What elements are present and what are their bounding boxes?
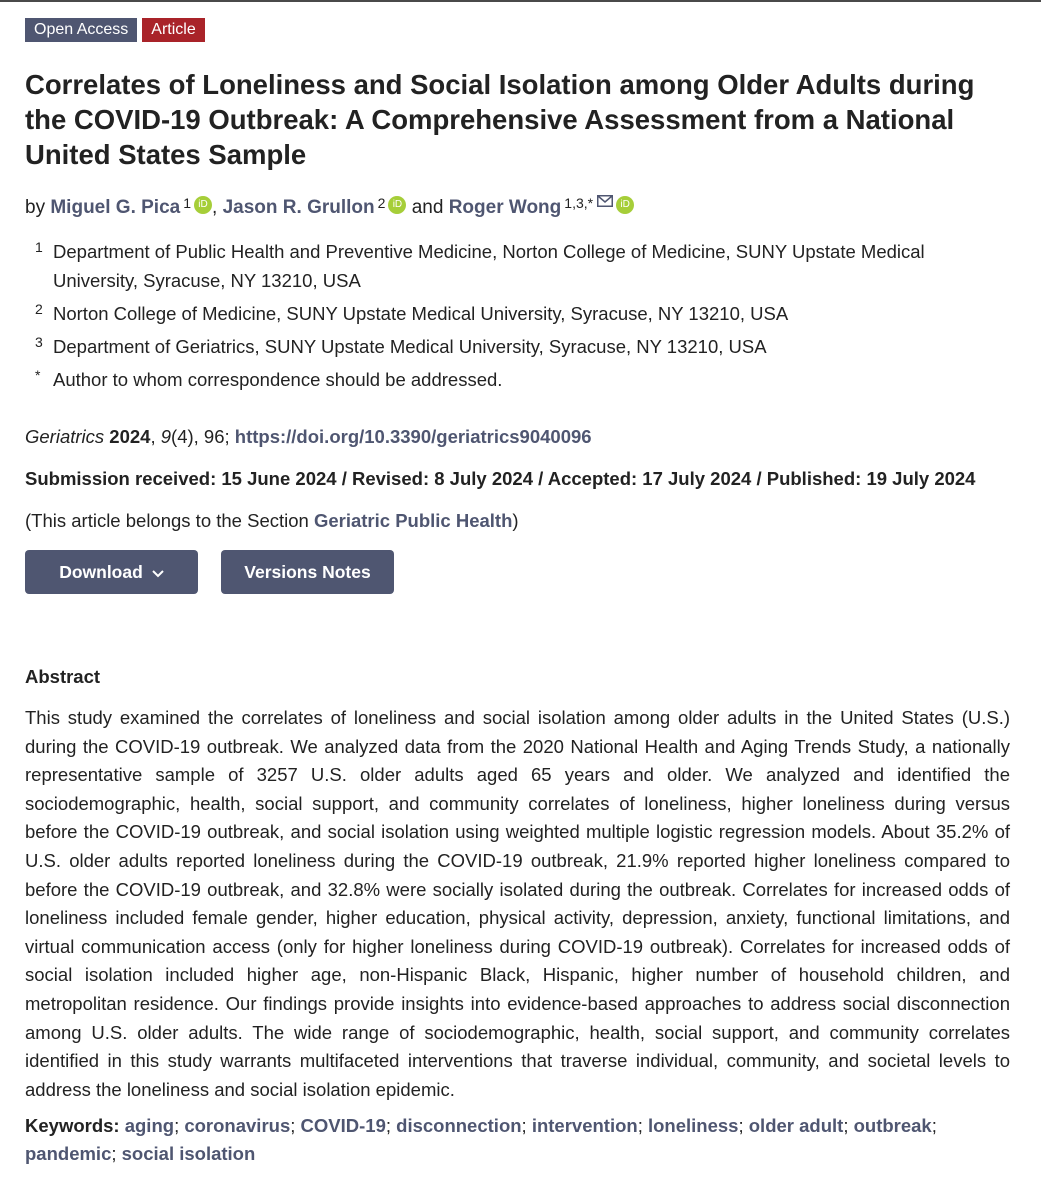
top-border [0, 0, 1041, 2]
affiliation-text: Author to whom correspondence should be addressed. [53, 369, 503, 390]
author-affil-sup: 1,3,* [564, 195, 594, 211]
keyword-separator: ; [843, 1115, 849, 1137]
keyword-separator: ; [738, 1115, 744, 1137]
affiliation-number: 2 [35, 301, 43, 317]
keyword-link[interactable]: outbreak [853, 1115, 932, 1137]
affiliation-number: 1 [35, 239, 43, 255]
and-label: and [411, 197, 444, 218]
citation-separator: , [150, 426, 161, 447]
keyword-separator: ; [111, 1143, 117, 1165]
citation-line [25, 424, 1010, 450]
abstract-text: This study examined the correlates of loneliness and social isolation among older adults in the United States (U.S.) during the COVID-19 outbreak. We analyzed data from the 2020 National Health and Aging Trends Study, a nationally representative sample of 3257 U.S. older adults aged 65 years and older. We analyzed and identified the sociodemographic, health, social support, and community correlates of loneliness, higher loneliness during versus before the COVID-19 outbreak, and social isolation using weighted multiple logistic regression models. About 35.2% of U.S. older adults reported loneliness during the COVID-19 outbreak, 21.9% reported higher loneliness compared to before the COVID-19 outbreak, and 32.8% were socially isolated during the outbreak. Correlates for increased odds of loneliness included female gender, higher education, physical activity, depression, anxiety, functional limitations, and virtual communication access (only for higher loneliness during COVID-19 outbreak). Correlates for increased odds of social isolation included higher age, non-Hispanic Black, Hispanic, higher number of household children, and metropolitan residence. Our findings provide insights into evidence-based approaches to address social disconnection among U.S. older adults. The wide range of sociodemographic, health, social support, and community correlates identified in this study warrants multifaceted interventions that traverse individual, community, and societal levels to address the loneliness and social isolation epidemic. [25, 707, 1010, 1100]
keywords [25, 1112, 1010, 1168]
affiliation-text: Department of Geriatrics, SUNY Upstate Medical University, Syracuse, NY 13210, USA [53, 336, 767, 357]
download-button[interactable] [25, 550, 198, 594]
author-link-grullon[interactable]: Jason R. Grullon [222, 197, 375, 218]
affiliation-number: 3 [35, 334, 43, 350]
versions-notes-label: Versions Notes [244, 561, 371, 582]
badges [25, 18, 1010, 42]
section-prefix: (This article belongs to the Section [25, 510, 314, 531]
versions-notes-button[interactable] [221, 550, 394, 594]
keyword-link[interactable]: loneliness [647, 1115, 739, 1137]
keyword-separator: ; [290, 1115, 296, 1137]
author-list [25, 189, 1010, 221]
open-access-badge[interactable]: Open Access [25, 18, 137, 42]
publication-dates: Submission received: 15 June 2024 / Revised: 8 July 2024 / Accepted: 17 July 2024 / Published: 19 July 2024 [25, 468, 976, 489]
email-icon[interactable] [597, 189, 613, 215]
action-buttons [25, 550, 1010, 594]
keyword-separator: ; [931, 1115, 937, 1137]
author-affil-sup: 2 [377, 195, 386, 211]
author-separator: , [212, 197, 218, 218]
journal-name: Geriatrics [25, 426, 105, 447]
affiliation-item [25, 332, 1010, 361]
affiliation-item [25, 299, 1010, 328]
keyword-link[interactable]: intervention [531, 1115, 638, 1137]
section-info [25, 508, 1010, 534]
section-suffix: ) [512, 510, 519, 531]
affiliation-text: Department of Public Health and Preventive Medicine, Norton College of Medicine, SUNY Upstate Medical University, Syracuse, NY 13210, USA [53, 241, 925, 291]
keyword-separator: ; [637, 1115, 643, 1137]
keyword-link[interactable]: disconnection [396, 1115, 522, 1137]
section-link[interactable]: Geriatric Public Health [313, 510, 513, 531]
author-affil-sup: 1 [183, 195, 192, 211]
keyword-separator: ; [521, 1115, 527, 1137]
affiliation-number: * [35, 367, 41, 383]
keyword-link[interactable]: social isolation [121, 1143, 256, 1165]
keyword-link[interactable]: older adult [748, 1115, 844, 1137]
author-link-wong[interactable]: Roger Wong [448, 197, 562, 218]
citation-year: 2024 [109, 426, 151, 447]
affiliation-item [25, 365, 1010, 394]
author-link-pica[interactable]: Miguel G. Pica [50, 197, 181, 218]
article-type-badge[interactable]: Article [142, 18, 204, 42]
abstract-heading: Abstract [25, 666, 101, 687]
by-label: by [25, 197, 46, 218]
keyword-link[interactable]: COVID-19 [300, 1115, 386, 1137]
citation-issue-pages: (4), 96; [171, 426, 235, 447]
article-page [25, 18, 1010, 1168]
article-title: Correlates of Loneliness and Social Isolation among Older Adults during the COVID-19 Outbreak: A Comprehensive Assessment from a National United States Sample [25, 69, 975, 170]
keyword-link[interactable]: aging [124, 1115, 175, 1137]
keyword-separator: ; [174, 1115, 180, 1137]
affiliation-item [25, 237, 1010, 295]
keywords-label: Keywords: [25, 1115, 120, 1137]
citation-volume: 9 [160, 426, 172, 447]
doi-link[interactable]: https://doi.org/10.3390/geriatrics9040096 [234, 426, 592, 447]
download-label: Download [59, 561, 143, 582]
chevron-down-icon [152, 562, 164, 583]
orcid-icon[interactable]: iD [388, 196, 406, 214]
keyword-link[interactable]: pandemic [25, 1143, 112, 1165]
keyword-separator: ; [385, 1115, 391, 1137]
orcid-icon[interactable]: iD [194, 196, 212, 214]
affiliations [25, 237, 1010, 394]
affiliation-text: Norton College of Medicine, SUNY Upstate Medical University, Syracuse, NY 13210, USA [53, 303, 789, 324]
keyword-link[interactable]: coronavirus [184, 1115, 291, 1137]
orcid-icon[interactable]: iD [616, 196, 634, 214]
